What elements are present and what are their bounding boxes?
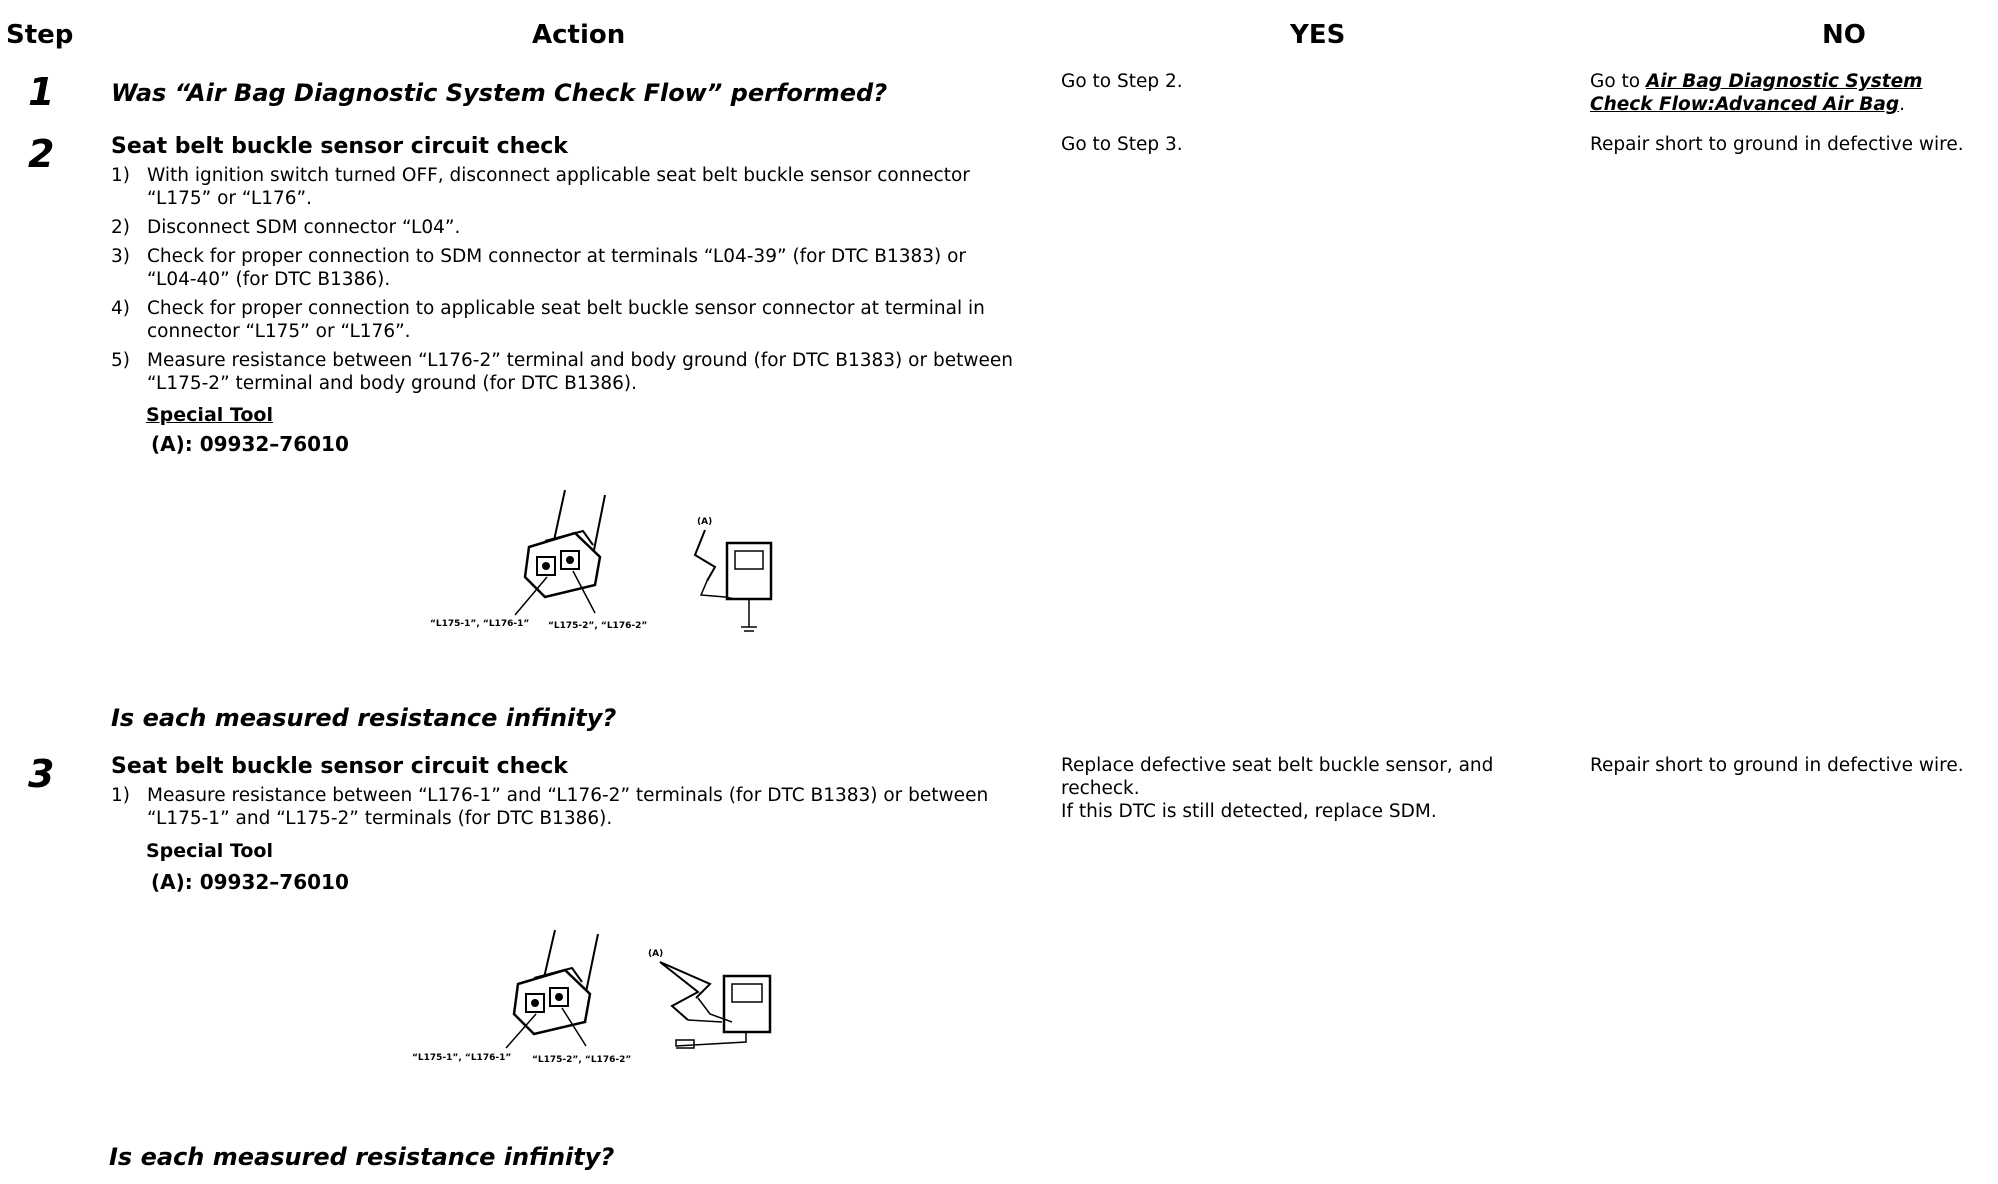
step-1-no-suffix: . bbox=[1899, 94, 1906, 115]
header-no: NO bbox=[1822, 20, 1866, 50]
step-3-yes-line: Replace defective seat belt buckle sensor, and bbox=[1061, 755, 1494, 776]
step-2-no: Repair short to ground in defective wire. bbox=[1590, 134, 1964, 155]
step-2-number: 2 bbox=[28, 132, 55, 176]
list-item bbox=[111, 349, 1016, 395]
step-2-instructions bbox=[111, 164, 1016, 401]
item-number: 5) bbox=[111, 350, 130, 371]
item-number: 1) bbox=[111, 165, 130, 186]
list-item bbox=[111, 784, 1031, 830]
step-2-label-terminal-1: “L175-1”, “L176-1” bbox=[430, 619, 530, 629]
step-1-no-prefix: Go to bbox=[1590, 71, 1646, 92]
step-1-no bbox=[1590, 70, 1990, 116]
step-2-special-tool-title: Special Tool bbox=[146, 404, 273, 426]
step-1-question: Was “Air Bag Diagnostic System Check Flow” performed? bbox=[111, 79, 888, 107]
list-item bbox=[111, 245, 1016, 291]
step-2-connector-diagram bbox=[425, 485, 785, 635]
item-number: 2) bbox=[111, 217, 130, 238]
item-text: Check for proper connection to SDM connector at terminals “L04-39” (for DTC B1383) or “L04-40” (for DTC B1386). bbox=[147, 246, 967, 290]
item-number: 4) bbox=[111, 298, 130, 319]
step-3-yes bbox=[1061, 754, 1541, 823]
step-2-label-terminal-2: “L175-2”, “L176-2” bbox=[548, 621, 648, 631]
item-text: Measure resistance between “L176-2” terminal and body ground (for DTC B1383) or between “L175-2” terminal and body ground (for DTC B1386). bbox=[147, 350, 1013, 394]
step-3-no: Repair short to ground in defective wire. bbox=[1590, 755, 1964, 776]
check-flow-link[interactable]: Air Bag Diagnostic System Check Flow:Advanced Air Bag bbox=[1590, 71, 1923, 115]
step-3-title: Seat belt buckle sensor circuit check bbox=[111, 754, 568, 779]
list-item bbox=[111, 216, 1016, 239]
step-3-connector-diagram bbox=[410, 922, 790, 1072]
step-2-title: Seat belt buckle sensor circuit check bbox=[111, 134, 568, 159]
step-3-label-tool-a: (A) bbox=[648, 949, 664, 959]
step-3-special-tool-title: Special Tool bbox=[146, 840, 273, 862]
item-number: 3) bbox=[111, 246, 130, 267]
step-2-special-tool-value: (A): 09932–76010 bbox=[151, 432, 349, 456]
step-3-yes-line: If this DTC is still detected, replace SDM. bbox=[1061, 801, 1437, 822]
list-item bbox=[111, 297, 1016, 343]
step-1-number: 1 bbox=[28, 70, 55, 114]
item-text: Measure resistance between “L176-1” and “L176-2” terminals (for DTC B1383) or between “L175-1” and “L175-2” terminals (for DTC B1386). bbox=[147, 785, 989, 829]
item-text: Disconnect SDM connector “L04”. bbox=[147, 217, 461, 238]
list-item bbox=[111, 164, 1016, 210]
step-3-instructions bbox=[111, 784, 1031, 836]
step-3-special-tool-value: (A): 09932–76010 bbox=[151, 870, 349, 894]
item-text: Check for proper connection to applicable seat belt buckle sensor connector at terminal in connector “L175” or “L176”. bbox=[147, 298, 985, 342]
step-1-yes: Go to Step 2. bbox=[1061, 71, 1183, 92]
step-3-label-terminal-1: “L175-1”, “L176-1” bbox=[412, 1053, 512, 1063]
step-2-yes: Go to Step 3. bbox=[1061, 134, 1183, 155]
step-3-number: 3 bbox=[28, 752, 55, 796]
step-3-label-terminal-2: “L175-2”, “L176-2” bbox=[532, 1055, 632, 1065]
item-number: 1) bbox=[111, 785, 130, 806]
header-step: Step bbox=[6, 20, 74, 50]
step-3-question: Is each measured resistance infinity? bbox=[109, 1143, 615, 1171]
item-text: With ignition switch turned OFF, disconnect applicable seat belt buckle sensor connector “L175” or “L176”. bbox=[147, 165, 970, 209]
step-2-question: Is each measured resistance infinity? bbox=[111, 704, 617, 732]
step-2-label-tool-a: (A) bbox=[697, 517, 713, 527]
header-action: Action bbox=[532, 20, 626, 50]
header-yes: YES bbox=[1290, 20, 1346, 50]
step-3-yes-line: recheck. bbox=[1061, 778, 1140, 799]
